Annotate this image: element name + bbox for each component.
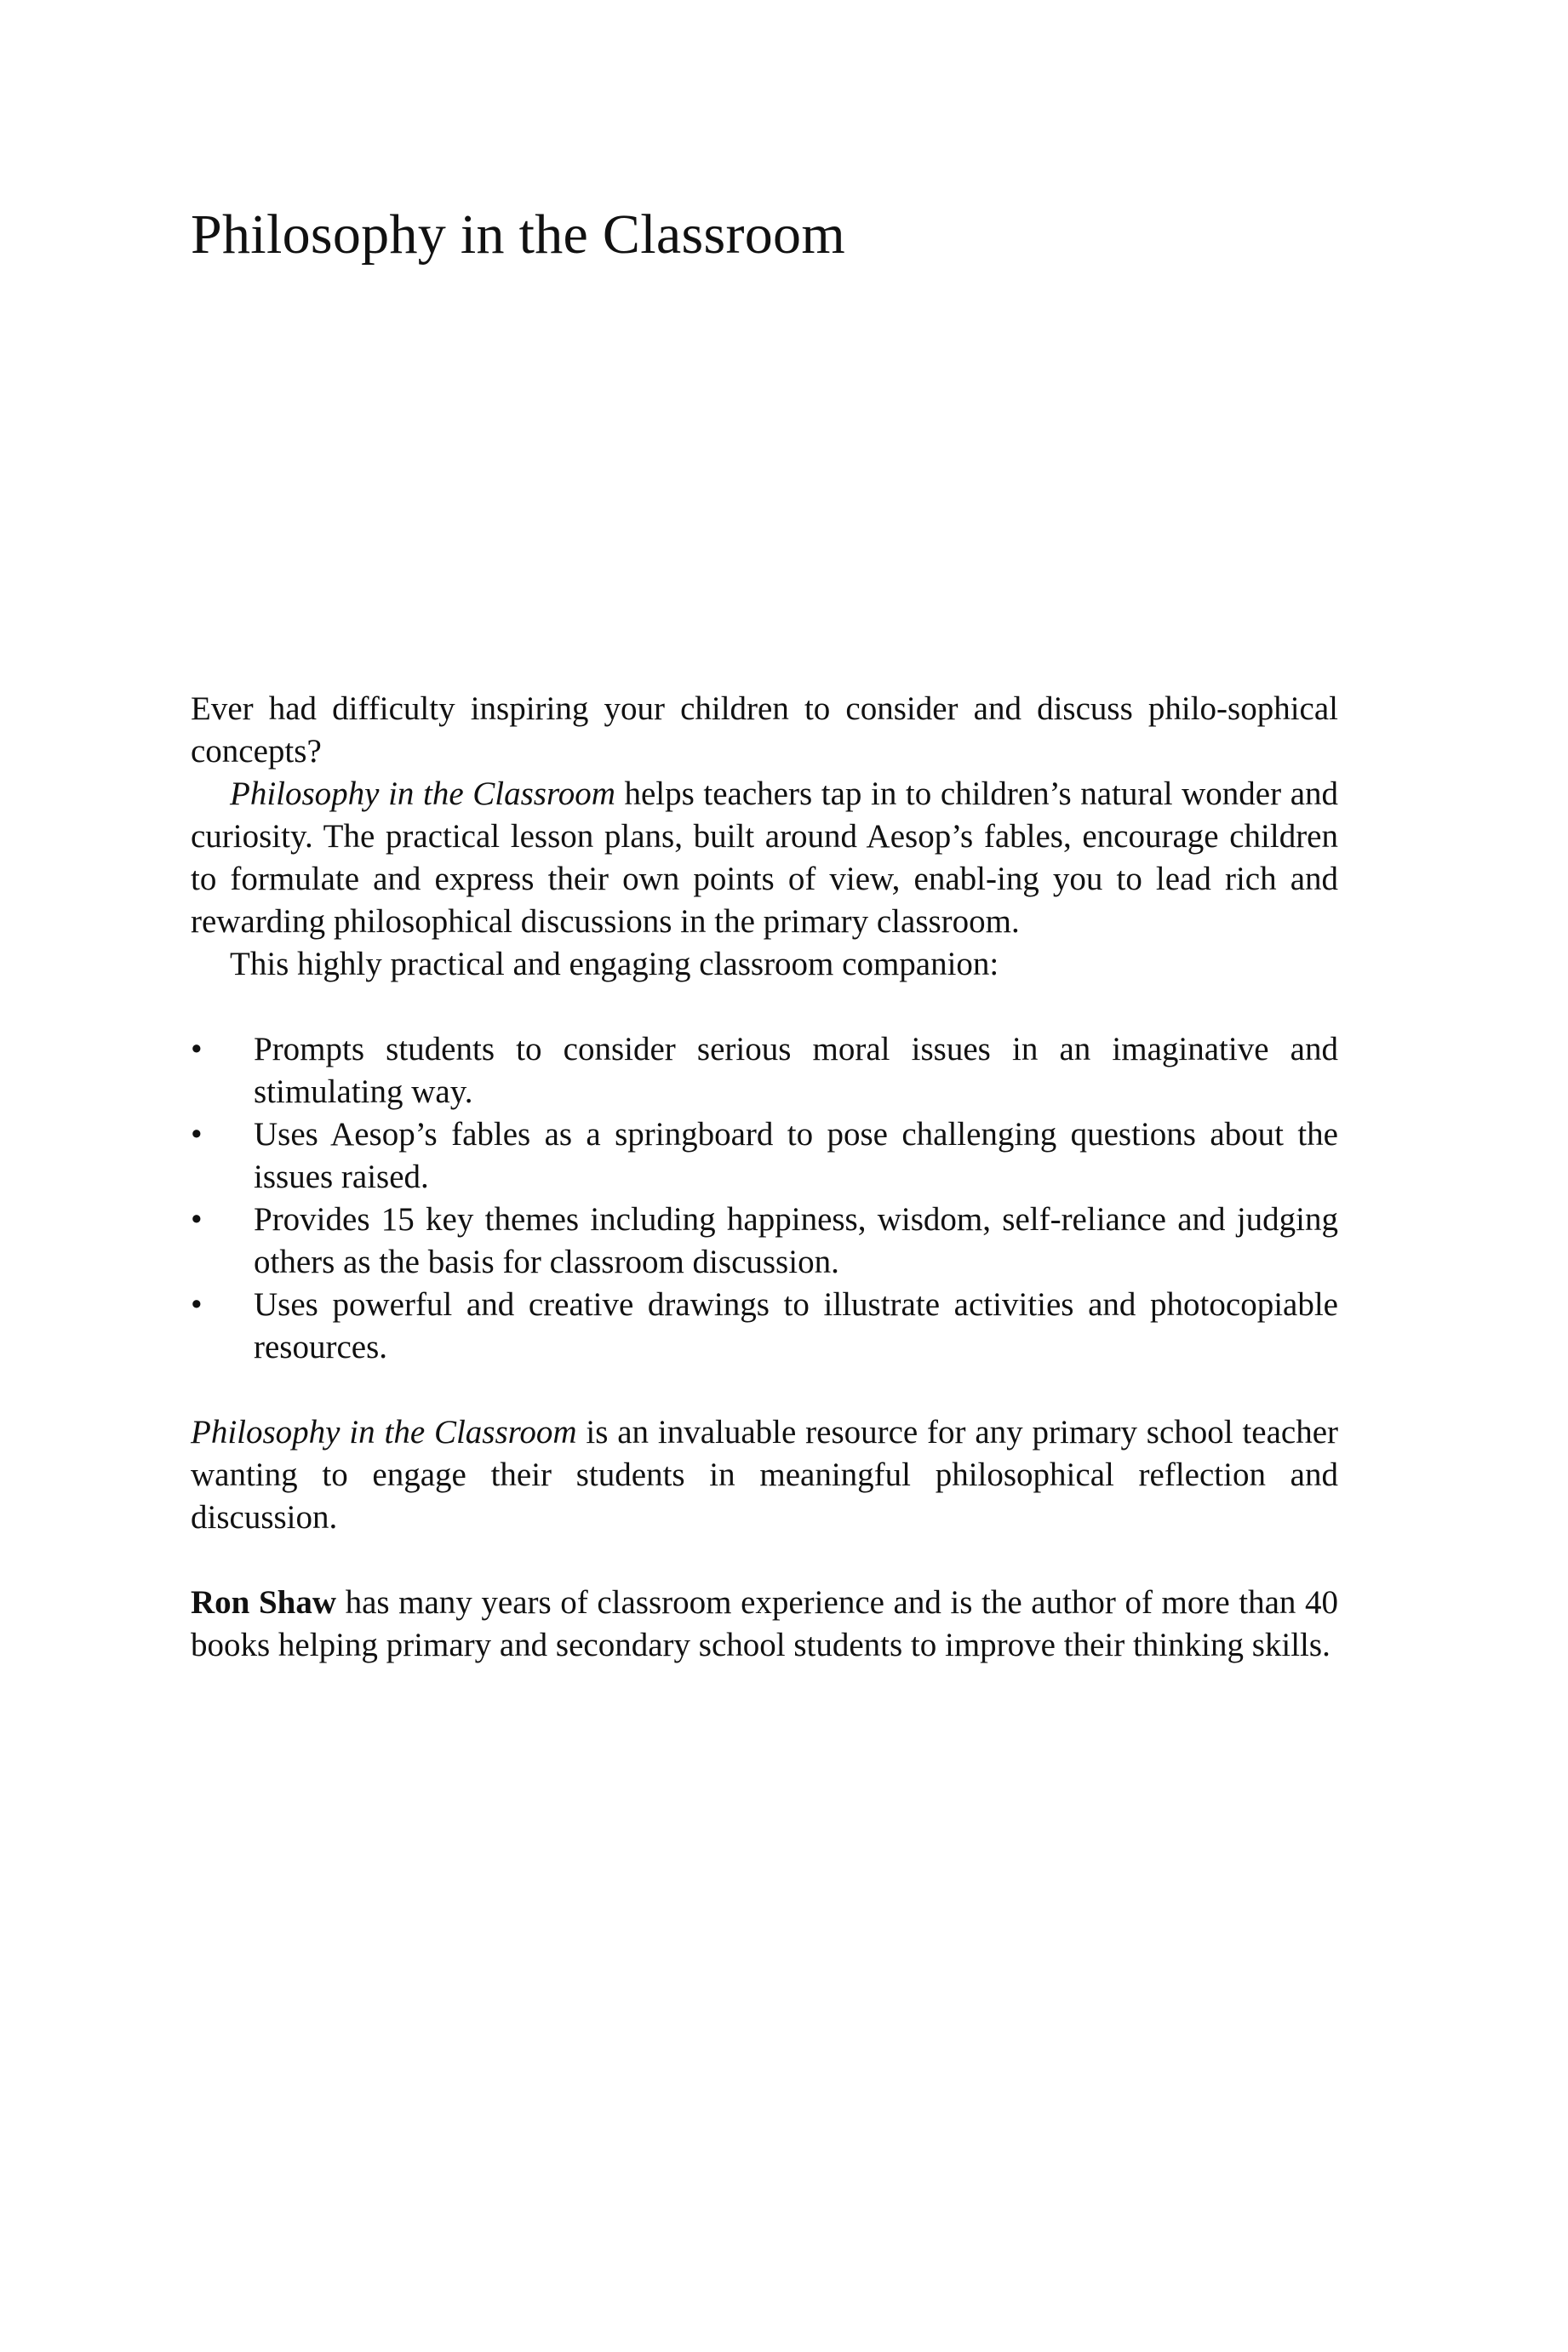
bullet-icon: • — [191, 1116, 203, 1153]
intro-description-text: helps teachers tap in to children’s natural wonder and curiosity. The practical lesson plans, built around Aesop’s fables, encourage children to formulate and express their own points of view, enabl-ing you to lead rich and rewarding philosophical discussions in the primary classroom. — [191, 775, 1338, 940]
feature-list — [191, 1028, 1338, 1369]
spacer — [191, 1539, 1338, 1582]
bullet-icon: • — [191, 1031, 203, 1067]
list-item-text: Prompts students to consider serious moral issues in an imaginative and stimulating way. — [254, 1031, 1338, 1110]
list-item — [191, 1284, 1338, 1369]
list-item — [191, 1113, 1338, 1199]
spacer — [191, 986, 1338, 1028]
list-item-text: Uses Aesop’s fables as a springboard to pose challenging questions about the issues raised. — [254, 1116, 1338, 1195]
intro-question: Ever had difficulty inspiring your children to consider and discuss philo-sophical concepts? — [191, 690, 1338, 770]
author-name: Ron Shaw — [191, 1584, 336, 1621]
blurb-body — [191, 688, 1338, 1667]
list-item-text: Uses powerful and creative drawings to illustrate activities and photocopiable resources. — [254, 1286, 1338, 1365]
bullet-icon: • — [191, 1286, 203, 1323]
intro-description — [191, 773, 1338, 943]
summary-paragraph — [191, 1411, 1338, 1539]
companion-lead: This highly practical and engaging classroom companion: — [230, 946, 999, 982]
spacer — [191, 1369, 1338, 1411]
list-item-text: Provides 15 key themes including happiness, wisdom, self-reliance and judging others as the basis for classroom discussion. — [254, 1201, 1338, 1280]
summary-text: is an invaluable resource for any primary school teacher wanting to engage their students in meaningful philosophical reflection and discussion. — [191, 1414, 1339, 1536]
list-item — [191, 1199, 1338, 1284]
author-bio — [191, 1582, 1338, 1667]
list-item — [191, 1028, 1338, 1113]
page-title: Philosophy in the Classroom — [191, 203, 845, 266]
intro-book-title: Philosophy in the Classroom — [230, 775, 615, 812]
summary-book-title: Philosophy in the Classroom — [191, 1414, 577, 1451]
bullet-icon: • — [191, 1201, 203, 1238]
author-bio-text: has many years of classroom experience and is the author of more than 40 books helping primary and secondary school students to improve their thinking skills. — [191, 1584, 1339, 1663]
